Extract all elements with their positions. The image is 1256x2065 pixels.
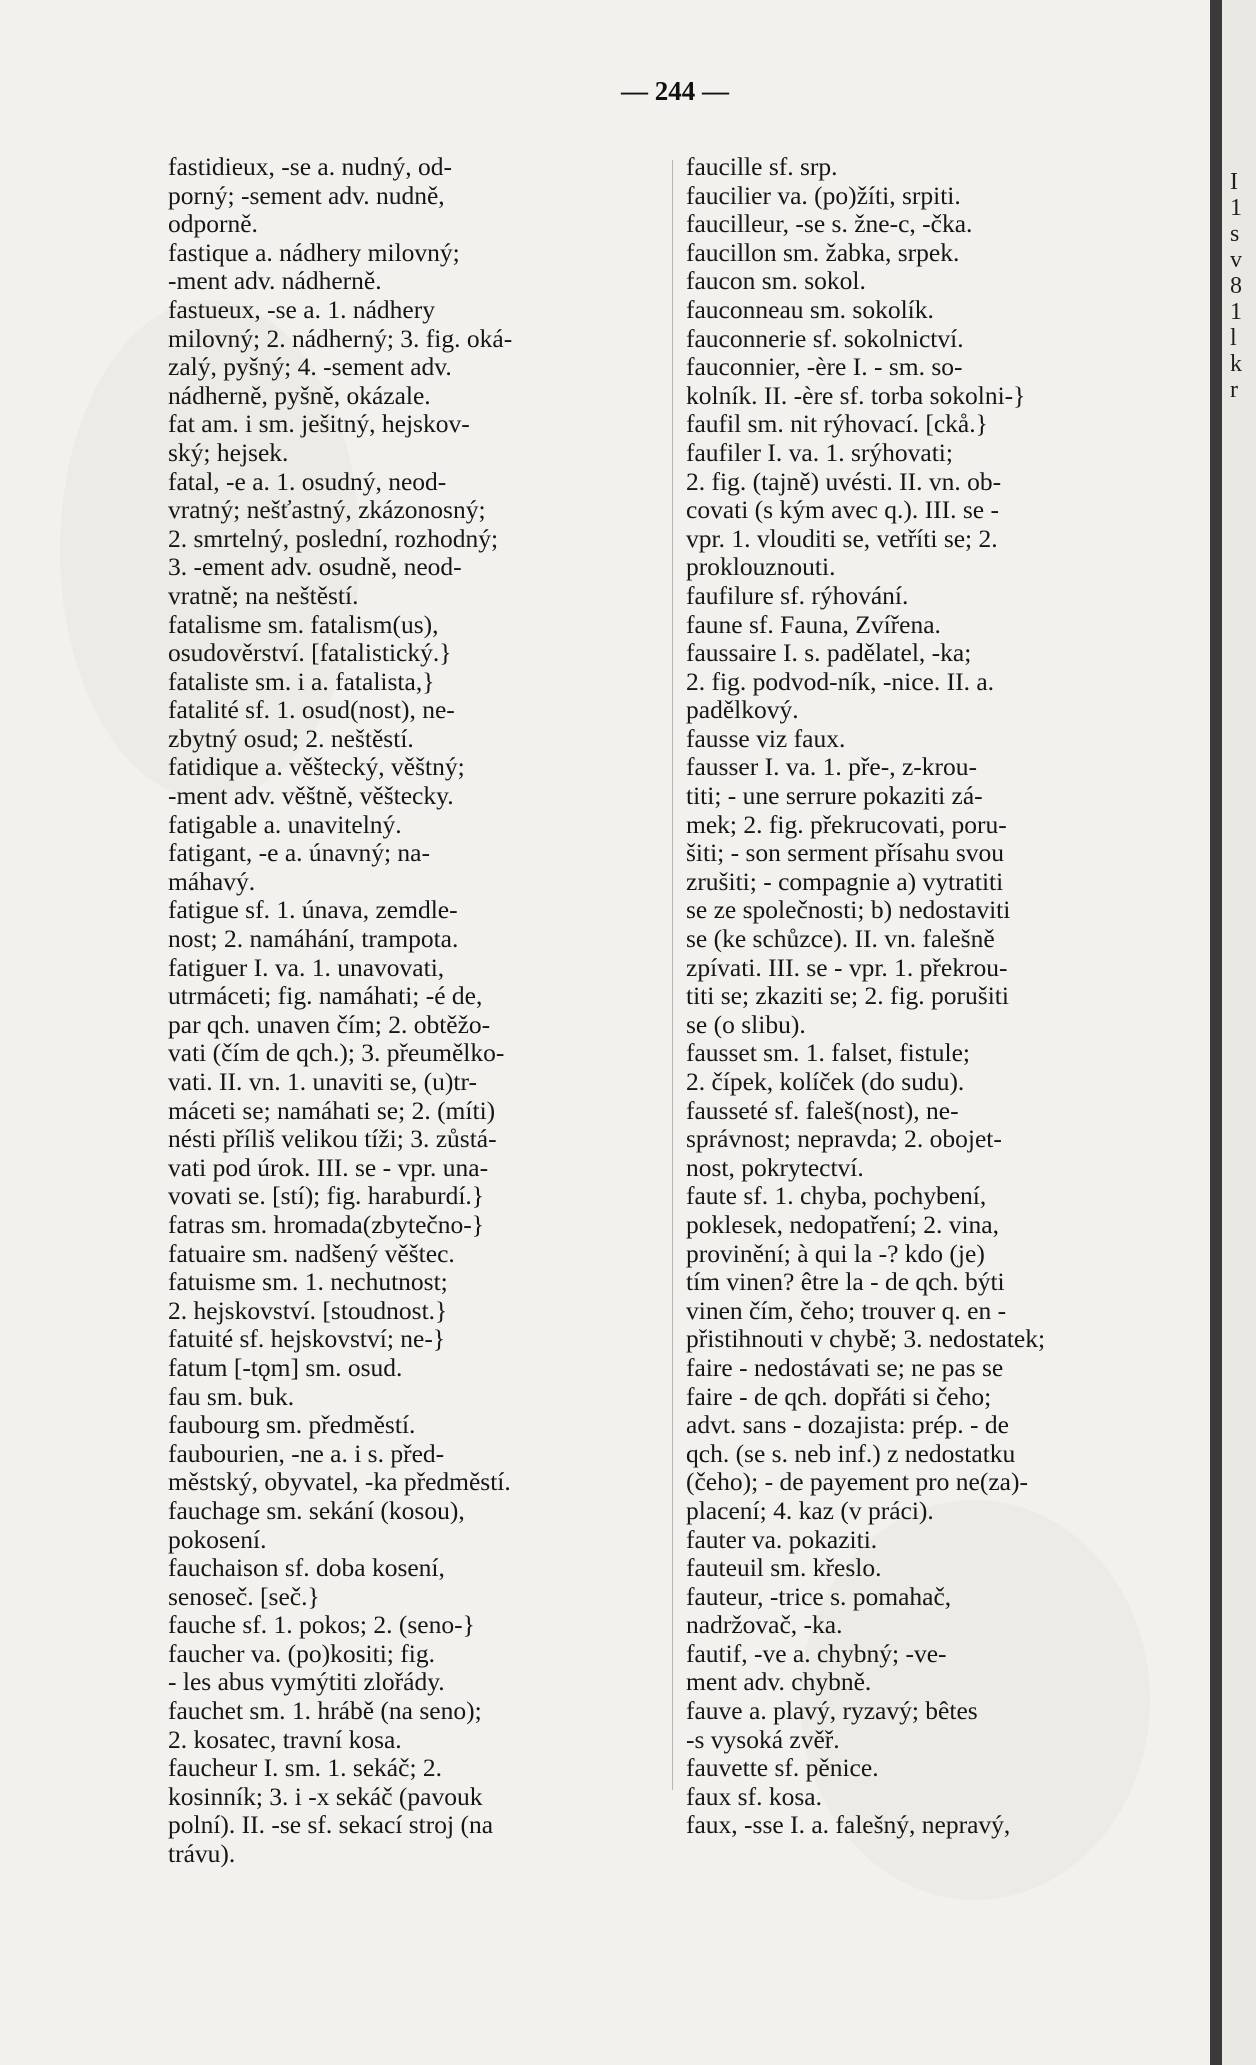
right-column-line: nost, pokrytectví. [686, 1152, 864, 1182]
left-column-line: par qch. unaven čím; 2. obtěžo- [168, 1009, 491, 1039]
left-column-line: fatalisme sm. fatalism(us), [168, 609, 439, 639]
left-column-line: vati pod úrok. III. se - vpr. una- [168, 1152, 489, 1182]
right-column-line: faufil sm. nit rýhovací. [ckå.} [686, 409, 988, 439]
left-column-line: faucheur I. sm. 1. sekáč; 2. [168, 1753, 443, 1783]
right-column-line: faux sf. kosa. [686, 1781, 822, 1811]
left-column-line: fastique a. nádhery milovný; [168, 237, 460, 267]
left-column-line: -ment adv. nádherně. [168, 266, 382, 296]
left-column-line: fatidique a. věštecký, věštný; [168, 752, 465, 782]
next-page-fragment: v [1230, 247, 1242, 273]
right-column-line: padělkový. [686, 695, 799, 725]
left-column-line: fatum [-tǫm] sm. osud. [168, 1352, 403, 1382]
next-page-fragment: 1 [1230, 195, 1242, 221]
left-column-line: nádherně, pyšně, okázale. [168, 380, 431, 410]
next-page-fragment: l [1230, 325, 1237, 351]
right-column-line: -s vysoká zvěř. [686, 1724, 840, 1754]
left-column-line: ský; hejsek. [168, 437, 289, 467]
right-column-line: provinění; à qui la -? kdo (je) [686, 1238, 985, 1268]
left-column-line: milovný; 2. nádherný; 3. fig. oká- [168, 323, 513, 353]
left-column-line: fatigant, -e a. únavný; na- [168, 838, 430, 868]
left-column-line: porný; -sement adv. nudně, [168, 180, 445, 210]
left-column-line: pokosení. [168, 1524, 267, 1554]
left-column-line: - les abus vymýtiti zlořády. [168, 1667, 445, 1697]
left-column-line: vratně; na neštěstí. [168, 580, 359, 610]
right-column-line: (čeho); - de payement pro ne(za)- [686, 1467, 1028, 1497]
left-column-line: nésti příliš velikou tíži; 3. zůstá- [168, 1124, 497, 1154]
right-column-line: fausser I. va. 1. pře-, z-krou- [686, 752, 977, 782]
right-column-line: 2. fig. podvod-ník, -nice. II. a. [686, 666, 995, 696]
left-column-line: fatiguer I. va. 1. unavovati, [168, 952, 445, 982]
left-column-line: fastueux, -se a. 1. nádhery [168, 294, 435, 324]
right-column-line: zrušiti; - compagnie a) vytratiti [686, 866, 1004, 896]
right-column-line: správnost; nepravda; 2. obojet- [686, 1124, 1002, 1154]
right-column-line: se (o slibu). [686, 1009, 806, 1039]
right-column-line: faire - de qch. dopřáti si čeho; [686, 1381, 992, 1411]
left-column-line: vovati se. [stí); fig. haraburdí.} [168, 1181, 485, 1211]
left-column-line: zbytný osud; 2. neštěstí. [168, 723, 414, 753]
left-column-line: fat am. i sm. ješitný, hejskov- [168, 409, 470, 439]
right-column-line: faux, -sse I. a. falešný, nepravý, [686, 1810, 1011, 1840]
right-column-line: faune sf. Fauna, Zvířena. [686, 609, 941, 639]
left-column-line: vratný; nešťastný, zkázonosný; [168, 495, 486, 525]
left-column-line: fastidieux, -se a. nudný, od- [168, 152, 452, 181]
left-column-line: fataliste sm. i a. fatalista,} [168, 666, 435, 696]
right-column-line: přistihnouti v chybě; 3. nedostatek; [686, 1324, 1046, 1354]
left-column-line: městský, obyvatel, -ka předměstí. [168, 1467, 511, 1497]
left-column [168, 153, 660, 1869]
right-column-line: fauteuil sm. křeslo. [686, 1553, 882, 1583]
next-page-edge [1222, 0, 1256, 2065]
right-column-line: faute sf. 1. chyba, pochybení, [686, 1181, 987, 1211]
right-column-line: šiti; - son serment přísahu svou [686, 838, 1005, 868]
left-column-line: fatalité sf. 1. osud(nost), ne- [168, 695, 455, 725]
column-divider [672, 160, 673, 1790]
left-column-line: fauche sf. 1. pokos; 2. (seno-} [168, 1610, 475, 1640]
right-column [686, 153, 1176, 1840]
left-column-line: fatigable a. unavitelný. [168, 809, 402, 839]
right-column-line: qch. (se s. neb inf.) z nedostatku [686, 1438, 1016, 1468]
right-column-line: faucille sf. srp. [686, 152, 838, 181]
right-column-line: faucilier va. (po)žíti, srpiti. [686, 180, 961, 210]
left-column-line: fauchaison sf. doba kosení, [168, 1553, 445, 1583]
left-column-line: trávu). [168, 1839, 236, 1869]
left-column-line: odporně. [168, 209, 258, 239]
book-gutter [1210, 0, 1222, 2065]
left-column-line: vati (čím de qch.); 3. přeumělko- [168, 1038, 505, 1068]
left-column-line: fau sm. buk. [168, 1381, 295, 1411]
right-column-line: fauve a. plavý, ryzavý; bêtes [686, 1696, 978, 1726]
right-column-line: placení; 4. kaz (v práci). [686, 1495, 934, 1525]
right-column-line: fauvette sf. pěnice. [686, 1753, 879, 1783]
right-column-line: 2. čípek, kolíček (do sudu). [686, 1067, 965, 1096]
left-column-line: máceti se; namáhati se; 2. (míti) [168, 1095, 496, 1125]
right-column-line: se (ke schůzce). II. vn. falešně [686, 924, 995, 954]
left-column-line: vati. II. vn. 1. unaviti se, (u)tr- [168, 1067, 477, 1096]
right-column-line: faucon sm. sokol. [686, 266, 866, 296]
next-page-fragment: r [1230, 377, 1238, 403]
page-number: — 244 — [621, 76, 729, 106]
left-column-line: nost; 2. namáhání, trampota. [168, 924, 459, 954]
right-column-line: proklouznouti. [686, 552, 836, 582]
left-column-line: 2. kosatec, travní kosa. [168, 1724, 402, 1754]
next-page-fragment: I [1230, 169, 1238, 195]
next-page-fragment: 1 [1230, 299, 1242, 325]
left-column-line: fatuaire sm. nadšený věštec. [168, 1238, 455, 1268]
right-column-line: titi se; zkaziti se; 2. fig. porušiti [686, 981, 1009, 1011]
right-column-line: nadržovač, -ka. [686, 1610, 843, 1640]
right-column-line: fautif, -ve a. chybný; -ve- [686, 1638, 947, 1668]
right-column-line: covati (s kým avec q.). III. se - [686, 495, 999, 525]
right-column-line: fausse viz faux. [686, 723, 846, 753]
right-column-line: vpr. 1. vlouditi se, vetříti se; 2. [686, 523, 998, 553]
left-column-line: 3. -ement adv. osudně, neod- [168, 552, 462, 582]
right-column-line: fauconneau sm. sokolík. [686, 294, 934, 324]
right-column-line: vinen čím, čeho; trouver q. en - [686, 1295, 1007, 1325]
left-column-line: 2. smrtelný, poslední, rozhodný; [168, 523, 499, 553]
left-column-line: máhavý. [168, 866, 256, 896]
left-column-line: polní). II. -se sf. sekací stroj (na [168, 1810, 494, 1840]
left-column-line: fauchage sm. sekání (kosou), [168, 1495, 465, 1525]
right-column-line: fauteur, -trice s. pomahač, [686, 1581, 952, 1611]
left-column-line: fatras sm. hromada(zbytečno-} [168, 1209, 484, 1239]
right-column-line: advt. sans - dozajista: prép. - de [686, 1410, 1009, 1440]
left-column-line: fatal, -e a. 1. osudný, neod- [168, 466, 447, 496]
next-page-fragment: s [1230, 221, 1240, 247]
right-column-line: poklesek, nedopatření; 2. vina, [686, 1209, 999, 1239]
right-column-line: mek; 2. fig. překrucovati, poru- [686, 809, 1007, 839]
right-column-line: titi; - une serrure pokaziti zá- [686, 781, 983, 811]
right-column-line: 2. fig. (tajně) uvésti. II. vn. ob- [686, 466, 1002, 496]
right-column-line: fausset sm. 1. falset, fistule; [686, 1038, 970, 1068]
right-column-line: kolník. II. -ère sf. torba sokolni-} [686, 380, 1026, 410]
right-column-line: ment adv. chybně. [686, 1667, 872, 1697]
left-column-line: fatigue sf. 1. únava, zemdle- [168, 895, 458, 925]
left-column-line: -ment adv. věštně, věštecky. [168, 781, 454, 811]
left-column-line: faubourg sm. předměstí. [168, 1410, 416, 1440]
left-column-line: kosinník; 3. i -x sekáč (pavouk [168, 1781, 483, 1811]
right-column-line: fauconnier, -ère I. - sm. so- [686, 352, 963, 382]
right-column-line: faire - nedostávati se; ne pas se [686, 1352, 1004, 1382]
right-column-line: faucillon sm. žabka, srpek. [686, 237, 960, 267]
right-column-line: faufilure sf. rýhování. [686, 580, 909, 610]
right-column-line: fauter va. pokaziti. [686, 1524, 878, 1554]
left-column-line: zalý, pyšný; 4. -sement adv. [168, 352, 452, 382]
left-column-line: fauchet sm. 1. hrábě (na seno); [168, 1696, 482, 1726]
right-column-line: faufiler I. va. 1. srýhovati; [686, 437, 953, 467]
right-column-line: tím vinen? être la - de qch. býti [686, 1267, 1005, 1297]
left-column-line: fatuisme sm. 1. nechutnost; [168, 1267, 448, 1297]
right-column-line: faussaire I. s. padělatel, -ka; [686, 638, 972, 668]
right-column-line: fauconnerie sf. sokolnictví. [686, 323, 964, 353]
next-page-fragment: 8 [1230, 273, 1242, 299]
left-column-line: fatuité sf. hejskovství; ne-} [168, 1324, 446, 1354]
right-column-line: faucilleur, -se s. žne-c, -čka. [686, 209, 973, 239]
left-column-line: osudověrství. [fatalistický.} [168, 638, 452, 668]
left-column-line: senoseč. [seč.} [168, 1581, 320, 1611]
left-column-line: 2. hejskovství. [stoudnost.} [168, 1295, 448, 1325]
left-column-line: faucher va. (po)kositi; fig. [168, 1638, 435, 1668]
next-page-fragment: k [1230, 351, 1242, 377]
right-column-line: zpívati. III. se - vpr. 1. překrou- [686, 952, 1008, 982]
right-column-line: fausseté sf. faleš(nost), ne- [686, 1095, 959, 1125]
right-column-line: se ze společnosti; b) nedostaviti [686, 895, 1011, 925]
left-column-line: utrmáceti; fig. namáhati; -é de, [168, 981, 483, 1011]
left-column-line: faubourien, -ne a. i s. před- [168, 1438, 445, 1468]
